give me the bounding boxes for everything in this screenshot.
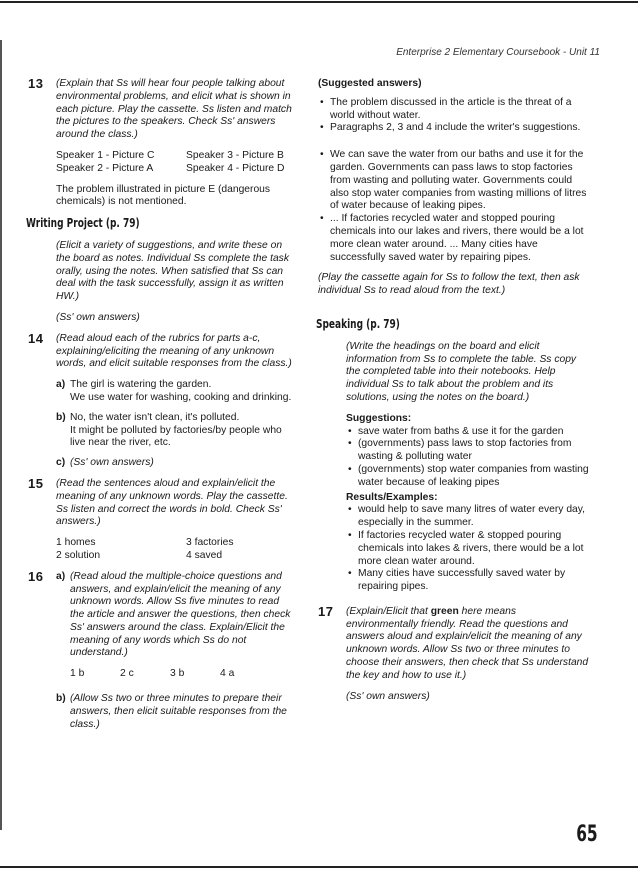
top-rule bbox=[0, 1, 638, 3]
answer-text: (Ss' own answers) bbox=[70, 457, 154, 469]
list-item: • The problem discussed in the article is the threat of a world without water. bbox=[318, 97, 590, 123]
list-item: • save water from baths & use it for the garden bbox=[346, 426, 590, 439]
list-item: • would help to save many litres of water every day, especially in the summer. bbox=[346, 504, 590, 530]
part-label: b) bbox=[56, 693, 66, 705]
left-edge-line bbox=[0, 40, 2, 830]
section-heading-speaking: Speaking (p. 79) bbox=[316, 315, 400, 331]
exercise-instruction: (Read the sentences aloud and explain/elicit the meaning of any unknown words. Play the cassette. Ss listen and correct the words in bold. Check Ss' answers.) bbox=[56, 477, 288, 528]
exercise-16 bbox=[28, 568, 296, 732]
answer-item: Speaker 2 - Picture A bbox=[56, 162, 154, 174]
results-title: Results/Examples: bbox=[346, 491, 438, 503]
suggestions-title: Suggestions: bbox=[346, 412, 412, 424]
list-item: • ... If factories recycled water and stopped pouring chemicals into our lakes and rivers, there would be a lot more clean water around. ... Many cities have successfully saved water by repairing pipes. bbox=[318, 213, 590, 264]
exercise-number: 14 bbox=[28, 330, 44, 346]
part-label: c) bbox=[56, 457, 66, 469]
results-list bbox=[346, 504, 590, 594]
exercise-instruction: (Read aloud the multiple-choice questions and answers, and explain/elicit the meaning of any unknown words. Allow Ss five minutes to read the article and answer the questions, then check Ss' answers around the class. Explain/Elicit the meaning of any words which Ss do not understand.) bbox=[70, 570, 291, 659]
part-label: b) bbox=[56, 411, 66, 423]
exercise-14 bbox=[28, 330, 296, 470]
writing-project bbox=[28, 240, 296, 325]
list-item: • Paragraphs 2, 3 and 4 include the writer's suggestions. bbox=[318, 122, 590, 135]
answer-item: 3 factories bbox=[186, 537, 234, 549]
exercise-number: 16 bbox=[28, 568, 44, 584]
answer-text: No, the water isn't clean, it's polluted. bbox=[70, 411, 240, 423]
answer-text: (Ss' own answers) bbox=[56, 311, 140, 323]
exercise-15 bbox=[28, 475, 296, 563]
list-item: • If factories recycled water & stopped pouring chemicals into lakes & rivers, there would be a lot more clean water around. bbox=[346, 530, 590, 568]
exercise-number: 13 bbox=[28, 76, 44, 91]
part-label: a) bbox=[56, 379, 66, 391]
bottom-rule bbox=[0, 866, 638, 868]
answer-item: 4 a bbox=[220, 668, 235, 680]
part-label: a) bbox=[56, 570, 66, 582]
answer-item: 3 b bbox=[170, 668, 185, 680]
running-header: Enterprise 2 Elementary Coursebook - Unit 11 bbox=[396, 47, 600, 58]
cassette-note: (Play the cassette again for Ss to follow the text, then ask individual Ss to read aloud from the text.) bbox=[318, 272, 580, 297]
left-column bbox=[28, 78, 296, 739]
answer-text: It might be polluted by factories/by people who live near the river, etc. bbox=[70, 424, 282, 449]
suggested-answers-list bbox=[318, 97, 590, 135]
exercise-instruction: (Explain that Ss will hear four people talking about environmental problems, and elicit what is shown in each picture. Play the cassette. Ss listen and match the pictures to the speakers. Check Ss' answers around the class.) bbox=[56, 78, 292, 141]
answer-item: 1 b bbox=[70, 668, 85, 680]
list-item: • We can save the water from our baths and use it for the garden. Governments can pass laws to stop factories from wasting and polluting water. Governments could also stop water companies from wasting millions of litres of water because of leaking pipes. bbox=[318, 149, 590, 213]
instruction-part: here means environmentally friendly. Read the questions and answers aloud and explain/elicit the meaning of any unknown words. Allow Ss two or three minutes to choose their answers, then check that Ss understand the key and how to use it.) bbox=[346, 605, 589, 681]
exercise-17 bbox=[318, 603, 590, 704]
list-item: • Many cities have successfully saved water by repairing pipes. bbox=[346, 568, 590, 594]
exercise-note: The problem illustrated in picture E (dangerous chemicals) is not mentioned. bbox=[56, 183, 271, 208]
answer-item: 4 saved bbox=[186, 549, 223, 561]
list-item: • (governments) pass laws to stop factories from wasting & polluting water bbox=[346, 438, 590, 464]
answer-grid bbox=[56, 150, 296, 176]
answer-text: The girl is watering the garden. bbox=[70, 379, 212, 391]
part-b bbox=[56, 412, 296, 450]
exercise-instruction bbox=[346, 606, 590, 683]
exercise-instruction: (Write the headings on the board and elicit information from Ss to complete the table. Ss copy the completed table into their notebooks. Help individual Ss to talk about the problem and its solutions, using the notes on the board.) bbox=[346, 340, 577, 403]
exercise-number: 17 bbox=[318, 603, 334, 619]
section-heading-writing: Writing Project (p. 79) bbox=[26, 215, 140, 231]
suggested-answers-title: (Suggested answers) bbox=[318, 78, 422, 89]
exercise-number: 15 bbox=[28, 475, 44, 491]
exercise-instruction: (Elicit a variety of suggestions, and write these on the board as notes. Individual Ss complete the task orally, using the notes. When satisfied that Ss can deal with the task successfully, assign it as written HW.) bbox=[56, 239, 289, 303]
answer-options bbox=[56, 668, 296, 681]
part-a bbox=[56, 379, 296, 405]
part-b bbox=[56, 693, 296, 731]
answer-item: 2 solution bbox=[56, 549, 101, 561]
answer-item: 2 c bbox=[120, 668, 134, 680]
answer-item: 1 homes bbox=[56, 537, 96, 549]
page-number: 65 bbox=[576, 822, 598, 847]
exercise-instruction: (Allow Ss two or three minutes to prepare their answers, then elicit suitable responses from the class.) bbox=[70, 693, 287, 730]
exercise-13 bbox=[28, 78, 296, 209]
list-item: • (governments) stop water companies from wasting water because of leaking pipes bbox=[346, 464, 590, 490]
suggested-answers-list-2 bbox=[318, 149, 590, 264]
answer-grid bbox=[56, 537, 296, 563]
answer-text: We use water for washing, cooking and drinking. bbox=[70, 391, 292, 403]
part-a bbox=[56, 571, 296, 661]
instruction-part: (Explain/Elicit that bbox=[346, 605, 431, 617]
answer-item: Speaker 3 - Picture B bbox=[186, 149, 284, 161]
answer-item: Speaker 4 - Picture D bbox=[186, 162, 285, 174]
answer-item: Speaker 1 - Picture C bbox=[56, 149, 155, 161]
part-c bbox=[56, 457, 296, 470]
right-column bbox=[318, 78, 590, 711]
speaking-section bbox=[318, 341, 590, 594]
answer-text: (Ss' own answers) bbox=[346, 690, 430, 702]
instruction-keyword: green bbox=[430, 605, 459, 617]
exercise-instruction: (Read aloud each of the rubrics for parts a-c, explaining/eliciting the meaning of any unknown words, and elicit suitable responses from the class.) bbox=[56, 332, 292, 370]
suggestions-list bbox=[346, 426, 590, 490]
